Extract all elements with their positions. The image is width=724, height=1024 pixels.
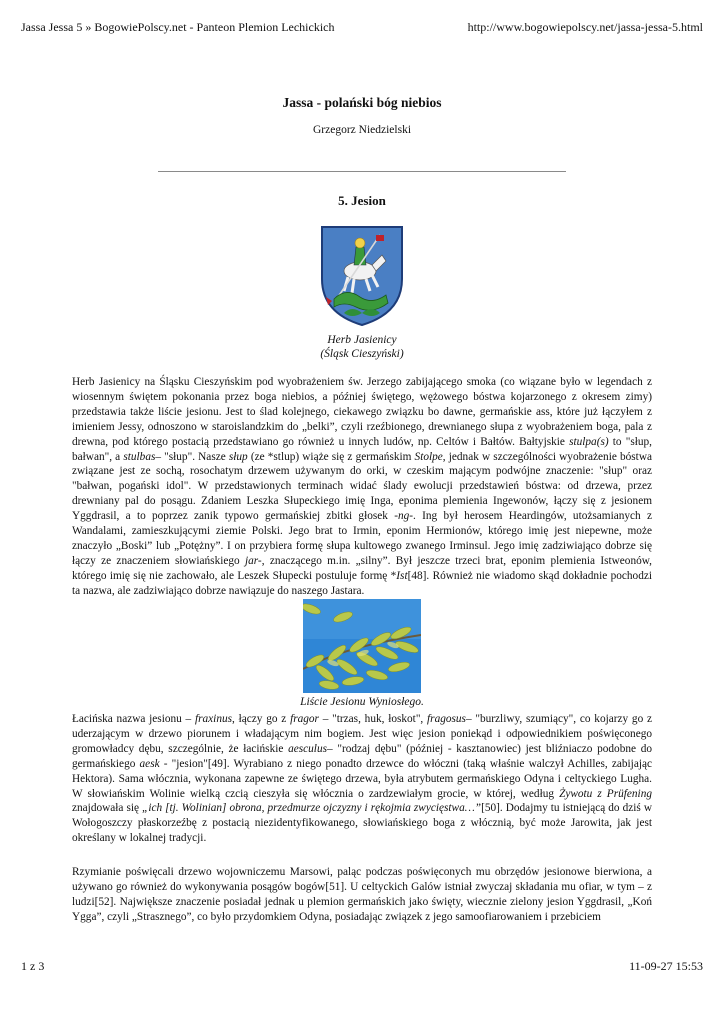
cross-flag (376, 235, 384, 241)
paragraph-1: Herb Jasienicy na Śląsku Cieszyńskim pod wyobrażeniem św. Jerzego zabijającego smoka (co wiązane było w legendach z wiosennym świętem pokonania przez boga niebios, a później świętego, wężowego bóstwa kojarzonego z okresem zimy) przedstawia także liście jesionu. Jest to ślad kolejnego, ciekawego związku bo dawne, germańskie ass, które już łączyłem z imieniem Jessy, odnoszono w staroislandzkim do „belki”, czyli rzeźbionego, drewnianego słupa z wyobrażeniem boga, pala z drewna, pod którego postacią przedstawiano go również u innych ludów, np. Celtów i Bałtów. Bałtyjskie stulpa(s) to "słup, bałwan", a stulbas– "słup". Nasze słup (ze *stlup) wiąże się z germańskim Stolpe, jednak w szczególności wyobrażenie bóstwa związane jest ze sochą, rosochatym drzewem używanym do orki, w czeskim mającym podwójne znaczenie: "słup" oraz "bałwan, pogański idol". W przedstawionych terminach widać ślady ewolucji przedstawień bóstwa: od drzewa, przez drewniany pal do posągu. Zdaniem Leszka Słupeckiego imię Inga, eponima plemienia Ingewonów, łączy się z jesionem Yggdrasil, a to poprzez zanik typowo germańskiej zbitki głosek -ng-. Ing był herosem Heardingów, utożsamianych z Wandalami, zamieszkującymi ziemie Polski. Jego brat to Irmin, eponim Hermionów, którego imię jest niepewne, może znaczyło „Boski” lub „Potężny”. I on przybiera formę słupa kultowego zwanego Irminsul. Jego imię zadziwiająco dobrze się łączy ze znaczeniem słowiańskiego jar-, znaczącego m.in. „silny”. Był jeszcze trzeci brat, eponim plemienia Istweonów, którego imię się nie zachowało, ale Leszek Słupecki postuluje formę *Ist[48]. Również nie wiadomo skąd dokładnie pochodzi ta nazwa, ale zadziwiająco dobrze nawiązuje do naszego Jastara. (72, 376, 653, 597)
print-footer (21, 959, 703, 975)
section-heading: 5. Jesion (338, 193, 386, 208)
paragraph-3: Rzymianie poświęcali drzewo wojowniczemu Marsowi, paląc podczas poświęconych mu obrzędów jesionowe bierwiona, a używano go również do wykonywania posągów bogów[51]. U celtyckich Galów istniał zwyczaj składania mu ofiar, w tym – z ludzi[52]. Największe znaczenie posiadał jednak u plemion germańskich jako święty, wiecznie zielony jesion Yggdrasil, „Koń Ygga”, czyli „Strasznego”, co było przydomkiem Odyna, posiadając związek z jego samoofiarowaniem i przebiciem (72, 866, 652, 923)
header-url[interactable]: http://www.bogowiepolscy.net/jassa-jessa-5.html (467, 20, 703, 34)
footer-datetime: 11-09-27 15:53 (629, 959, 703, 973)
paragraph-2: Łacińska nazwa jesionu – fraxinus, łączy go z fragor – "trzas, huk, łoskot", fragosus– "burzliwy, szumiący", co kojarzy go z uderzającym w drzewo piorunem i władającym nim bogiem. Jest więc jesion poniekąd i odpowiednikiem poświęconego gromowładcy dębu, szczególnie, że łacińskie aesculus– "rodzaj dębu" (później - kasztanowiec) jest bliźniaczo podobne do germańskiego aesk - "jesion"[49]. Wyrabiano z niego ponadto drzewce do włóczni (taką właśnie walczył Achilles, zabijając Hektora). Sama włócznia, wykonana zapewne ze świętego drzewa, była atrybutem germańskiego Odyna i celtyckiego Lugha. W słowiańskim Wolinie wielką czcią cieszyła się włócznia o zardzewiałym grocie, w której, według Żywotu z Prüfening znajdowała się „ich [tj. Wolinian] obrona, przedmurze ojczyzny i rękojmia zwycięstwa…”[50]. Dodajmy tu istniejącą do dziś w Wołogoszczy płaskorzeźbę z postacią niezidentyfikowanego, słowiańskiego boga z włócznią, być może Jarowita, jak jest określany w lokalnej tradycji. (72, 713, 653, 845)
footer-page-count: 1 z 3 (21, 959, 45, 973)
crest-caption (0, 333, 724, 361)
crest-caption-line1: Herb Jasienicy (327, 334, 397, 346)
jasienica-coat-of-arms-image (316, 221, 408, 329)
divider (158, 171, 566, 172)
ash-leaves-photo (303, 599, 421, 693)
crest-caption-line2: (Śląsk Cieszyński) (320, 348, 404, 360)
article-title: Jassa - polański bóg niebios (282, 95, 442, 110)
article-author: Grzegorz Niedzielski (312, 124, 412, 136)
rider-figure (354, 247, 366, 265)
print-header (21, 20, 703, 36)
header-page-title: Jassa Jessa 5 » BogowiePolscy.net - Panteon Plemion Lechickich (21, 20, 335, 34)
photo-caption: Liście Jesionu Wyniosłego. (300, 696, 424, 708)
rider-halo (355, 238, 365, 248)
